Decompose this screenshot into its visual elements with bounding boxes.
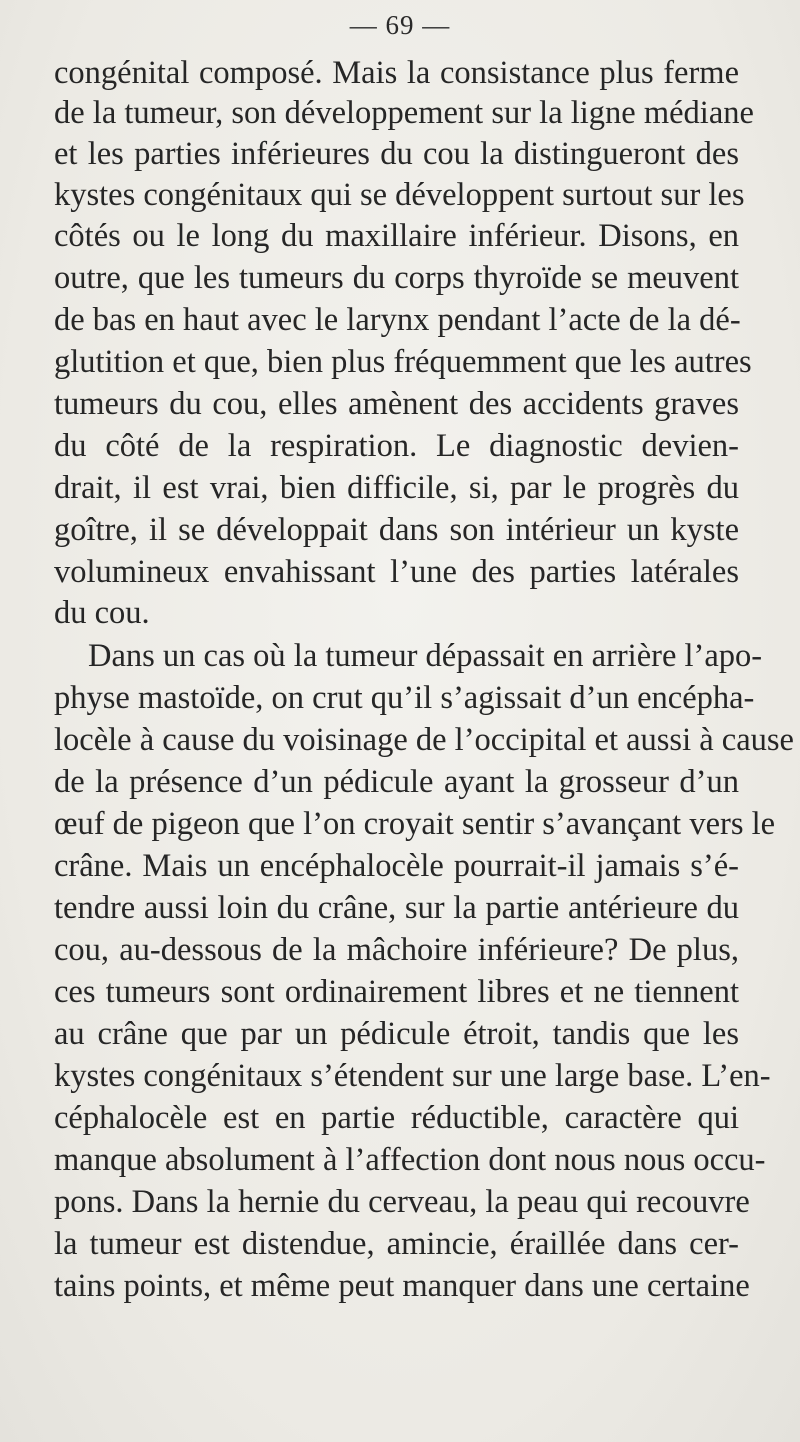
text-line: Dans un cas où la tumeur dépassait en arrière l’apo-	[88, 638, 763, 674]
text-line: du cou.	[54, 595, 150, 631]
text-line: du côté de la respiration. Le diagnostic devien-	[54, 428, 739, 464]
text-line: tains points, et même peut manquer dans une certaine	[54, 1268, 750, 1304]
text-line: manque absolument à l’affection dont nous nous occu-	[54, 1142, 766, 1178]
text-line: goître, il se développait dans son intérieur un kyste	[54, 512, 739, 548]
text-line: volumineux envahissant l’une des parties latérales	[54, 554, 739, 590]
text-line: locèle à cause du voisinage de l’occipital et aussi à cause	[54, 722, 794, 758]
text-line: cou, au-dessous de la mâchoire inférieure? De plus,	[54, 932, 739, 968]
text-line: physe mastoïde, on crut qu’il s’agissait d’un encépha-	[54, 680, 755, 716]
text-line: et les parties inférieures du cou la distingueront des	[54, 136, 739, 172]
text-line: au crâne que par un pédicule étroit, tandis que les	[54, 1016, 739, 1052]
text-line: glutition et que, bien plus fréquemment que les autres	[54, 344, 752, 380]
text-line: tendre aussi loin du crâne, sur la partie antérieure du	[54, 890, 739, 926]
text-line: pons. Dans la hernie du cerveau, la peau qui recouvre	[54, 1184, 750, 1220]
text-line: crâne. Mais un encéphalocèle pourrait-il jamais s’é-	[54, 848, 739, 884]
text-line: tumeurs du cou, elles amènent des accidents graves	[54, 386, 739, 422]
text-line: de bas en haut avec le larynx pendant l’acte de la dé-	[54, 302, 741, 338]
text-line: drait, il est vrai, bien difficile, si, par le progrès du	[54, 470, 739, 506]
text-line: de la tumeur, son développement sur la ligne médiane	[54, 95, 754, 131]
text-line: côtés ou le long du maxillaire inférieur. Disons, en	[54, 218, 739, 254]
text-line: céphalocèle est en partie réductible, caractère qui	[54, 1100, 739, 1136]
text-line: outre, que les tumeurs du corps thyroïde se meuvent	[54, 260, 739, 296]
text-line: kystes congénitaux s’étendent sur une large base. L’en-	[54, 1058, 771, 1094]
text-line: ces tumeurs sont ordinairement libres et ne tiennent	[54, 974, 739, 1010]
text-line: kystes congénitaux qui se développent surtout sur les	[54, 177, 745, 213]
text-line: de la présence d’un pédicule ayant la grosseur d’un	[54, 764, 739, 800]
text-line: la tumeur est distendue, amincie, éraillée dans cer-	[54, 1226, 739, 1262]
page-number: — 69 —	[349, 10, 451, 40]
text-line: congénital composé. Mais la consistance plus ferme	[54, 55, 739, 91]
text-line: œuf de pigeon que l’on croyait sentir s’avançant vers le	[54, 806, 776, 842]
